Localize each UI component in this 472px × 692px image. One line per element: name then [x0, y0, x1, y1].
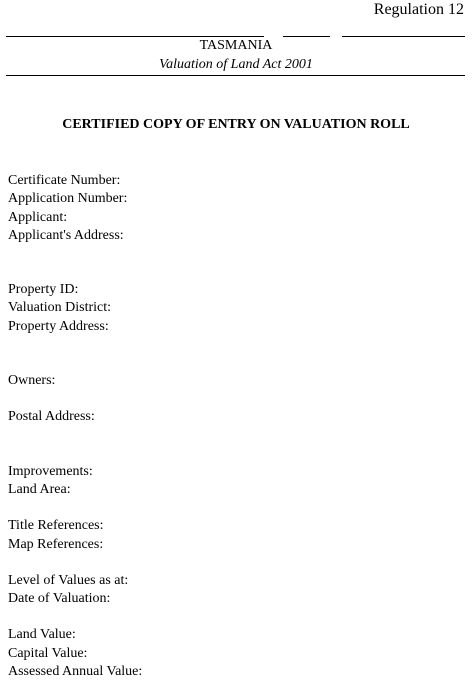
capital-value-label: Capital Value:: [8, 645, 88, 661]
postal-address-label: Postal Address:: [8, 409, 95, 425]
property-address-label: Property Address:: [8, 318, 109, 334]
map-references-label: Map References:: [8, 536, 104, 552]
level-of-values-label: Level of Values as at:: [8, 572, 129, 588]
header-rule-top-right: [342, 36, 465, 37]
header-rule-bottom: [6, 75, 465, 76]
land-value-label: Land Value:: [8, 627, 76, 643]
improvements-label: Improvements:: [8, 463, 93, 479]
property-id-label: Property ID:: [8, 282, 79, 298]
document-heading: CERTIFIED COPY OF ENTRY ON VALUATION ROLL: [62, 117, 410, 132]
certificate-number-label: Certificate Number:: [8, 173, 121, 188]
application-number-label: Application Number:: [8, 191, 128, 207]
header-rule-top-left: [6, 36, 264, 37]
valuation-district-label: Valuation District:: [8, 300, 112, 316]
land-area-label: Land Area:: [8, 481, 71, 497]
applicant-label: Applicant:: [8, 209, 68, 225]
act-title: Valuation of Land Act 2001: [159, 57, 313, 72]
owners-label: Owners:: [8, 373, 56, 389]
field-list: [8, 172, 142, 681]
date-of-valuation-label: Date of Valuation:: [8, 591, 111, 607]
title-references-label: Title References:: [8, 518, 104, 534]
assessed-annual-value-label: Assessed Annual Value:: [8, 664, 143, 680]
header-rule-top-middle: [283, 36, 330, 37]
regulation-reference: Regulation 12: [373, 1, 464, 18]
applicant-address-label: Applicant's Address:: [8, 227, 124, 243]
jurisdiction-title: TASMANIA: [199, 38, 273, 53]
